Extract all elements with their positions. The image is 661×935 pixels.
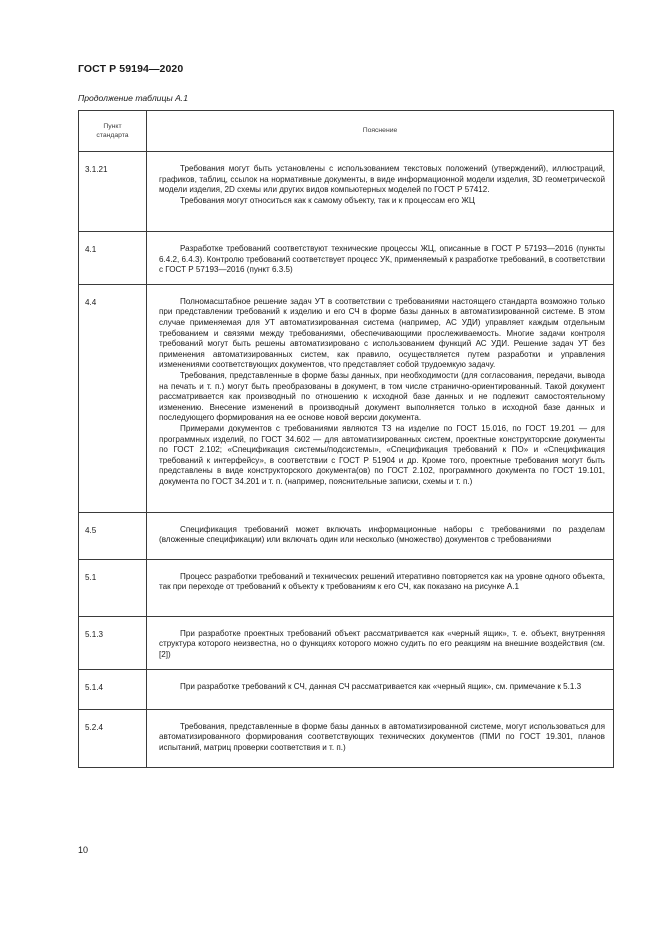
explanation-cell	[147, 559, 614, 616]
explanation-paragraph: Требования могут быть установлены с использованием текстовых положений (утверждений), иллюстраций, графиков, таблиц, ссылок на нормативные документы, в виде информационной модели изделия, 3D геометрической модели изделия, 2D схемы или других видов компьютерных моделей по ГОСТ Р 57412.	[159, 164, 605, 195]
table-row	[79, 616, 614, 669]
document-code: ГОСТ Р 59194—2020	[78, 63, 184, 75]
explanation-paragraph: Разработке требований соответствуют технические процессы ЖЦ, описанные в ГОСТ Р 57193—2016 (пункты 6.4.2, 6.4.3). Контролю требований соответствует процесс УК, применяемый к разработке требований, в соответствии с ГОСТ Р 57193—2016 (пункт 6.3.5)	[159, 244, 605, 275]
explanation-paragraph: Примерами документов с требованиями являются ТЗ на изделие по ГОСТ 15.016, по ГОСТ 19.201 — для программных изделий, по ГОСТ 34.602 — для автоматизированных систем, проектные конструкторские документы по ГОСТ 2.102; «Спецификация системы/подсистемы», «Спецификация требований к ПО» и «Спецификация требований к интерфейсу», в соответствии с ГОСТ Р 51904 и др. Кроме того, проектные требования могут быть представлены в виде конструкторского документа(ов) по ГОСТ 2.102, программного документа по ГОСТ 19.101, документа по ГОСТ 34.201 и т. п. (например, пояснительные записки, схемы и т. п.)	[159, 423, 605, 486]
clause-number: 3.1.21	[79, 152, 147, 232]
column-header-clause: Пункт стандарта	[79, 111, 147, 152]
page-number: 10	[78, 845, 89, 855]
explanation-cell	[147, 669, 614, 709]
explanation-cell	[147, 232, 614, 285]
table-row	[79, 559, 614, 616]
clause-number: 5.1.4	[79, 669, 147, 709]
explanation-table	[78, 110, 614, 768]
explanation-cell	[147, 616, 614, 669]
explanation-paragraph: При разработке требований к СЧ, данная СЧ рассматривается как «черный ящик», см. примечание к 5.1.3	[180, 681, 582, 691]
table-row	[79, 669, 614, 709]
clause-number: 5.2.4	[79, 709, 147, 767]
column-header-explanation: Пояснение	[147, 111, 614, 152]
explanation-cell	[147, 152, 614, 232]
explanation-paragraph: Полномасштабное решение задач УТ в соответствии с требованиями настоящего стандарта возможно только при представлении требований к изделию и его СЧ в форме базы данных в автоматизированной системе. В этом случае применяемая для УТ автоматизированная система (например, АС УДИ) управляет каждым отдельным требованием и связями между требованиями, обеспечивающими прослеживаемость. Многие задачи контроля требований могут быть решены автоматизировано с использованием функций АС УДИ. Решение задач УТ без применения автоматизированных систем, как правило, осуществляется путем разработки и управления изменениями соответствующих документов, что представляет собой трудоемкую задачу.	[159, 296, 605, 370]
table-row	[79, 709, 614, 767]
clause-number: 4.1	[79, 232, 147, 285]
clause-number: 5.1.3	[79, 616, 147, 669]
table-row	[79, 152, 614, 232]
explanation-paragraph: Процесс разработки требований и технических решений итеративно повторяется как на уровне одного объекта, так при переходе от требований к объекту к требованиям к его СЧ, как показано на рисунке А.1	[159, 571, 605, 592]
table-row	[79, 284, 614, 512]
explanation-paragraph: Спецификация требований может включать информационные наборы с требованиями по разделам (вложенные спецификации) или включать один или несколько (множество) документов с требованиями	[159, 524, 605, 545]
table-row	[79, 232, 614, 285]
clause-number: 4.4	[79, 284, 147, 512]
clause-number: 5.1	[79, 559, 147, 616]
clause-number: 4.5	[79, 512, 147, 559]
explanation-paragraph: Требования, представленные в форме базы данных в автоматизированной системе, могут использоваться для автоматизированного формирования соответствующих технических документов (ПМИ по ГОСТ 19.301, планов испытаний, матриц проверки соответствия и т. п.)	[159, 721, 605, 752]
table-row	[79, 512, 614, 559]
table-caption: Продолжение таблицы А.1	[78, 93, 188, 103]
explanation-paragraph: При разработке проектных требований объект рассматривается как «черный ящик», т. е. объект, внутренняя структура которого неизвестна, но о функциях которого можно судить по его реакциям на внешние воздействия (см. [2])	[159, 628, 605, 659]
table-header-row	[79, 111, 614, 152]
explanation-cell	[147, 284, 614, 512]
explanation-cell	[147, 512, 614, 559]
explanation-paragraph: Требования, представленные в форме базы данных, при необходимости (для согласования, передачи, вывода на печать и т. п.) могут быть преобразованы в документ, в том числе странично-ориентированный. Такой документ рассматривается как производный по отношению к исходной базе данных и не подлежит самостоятельному изменению. Внесение изменений в производный документ выполняется только в исходной базе данных и последующего формирования на ее основе новой версии документа.	[159, 370, 605, 423]
explanation-paragraph: Требования могут относиться как к самому объекту, так и к процессам его ЖЦ	[180, 195, 475, 205]
explanation-cell	[147, 709, 614, 767]
